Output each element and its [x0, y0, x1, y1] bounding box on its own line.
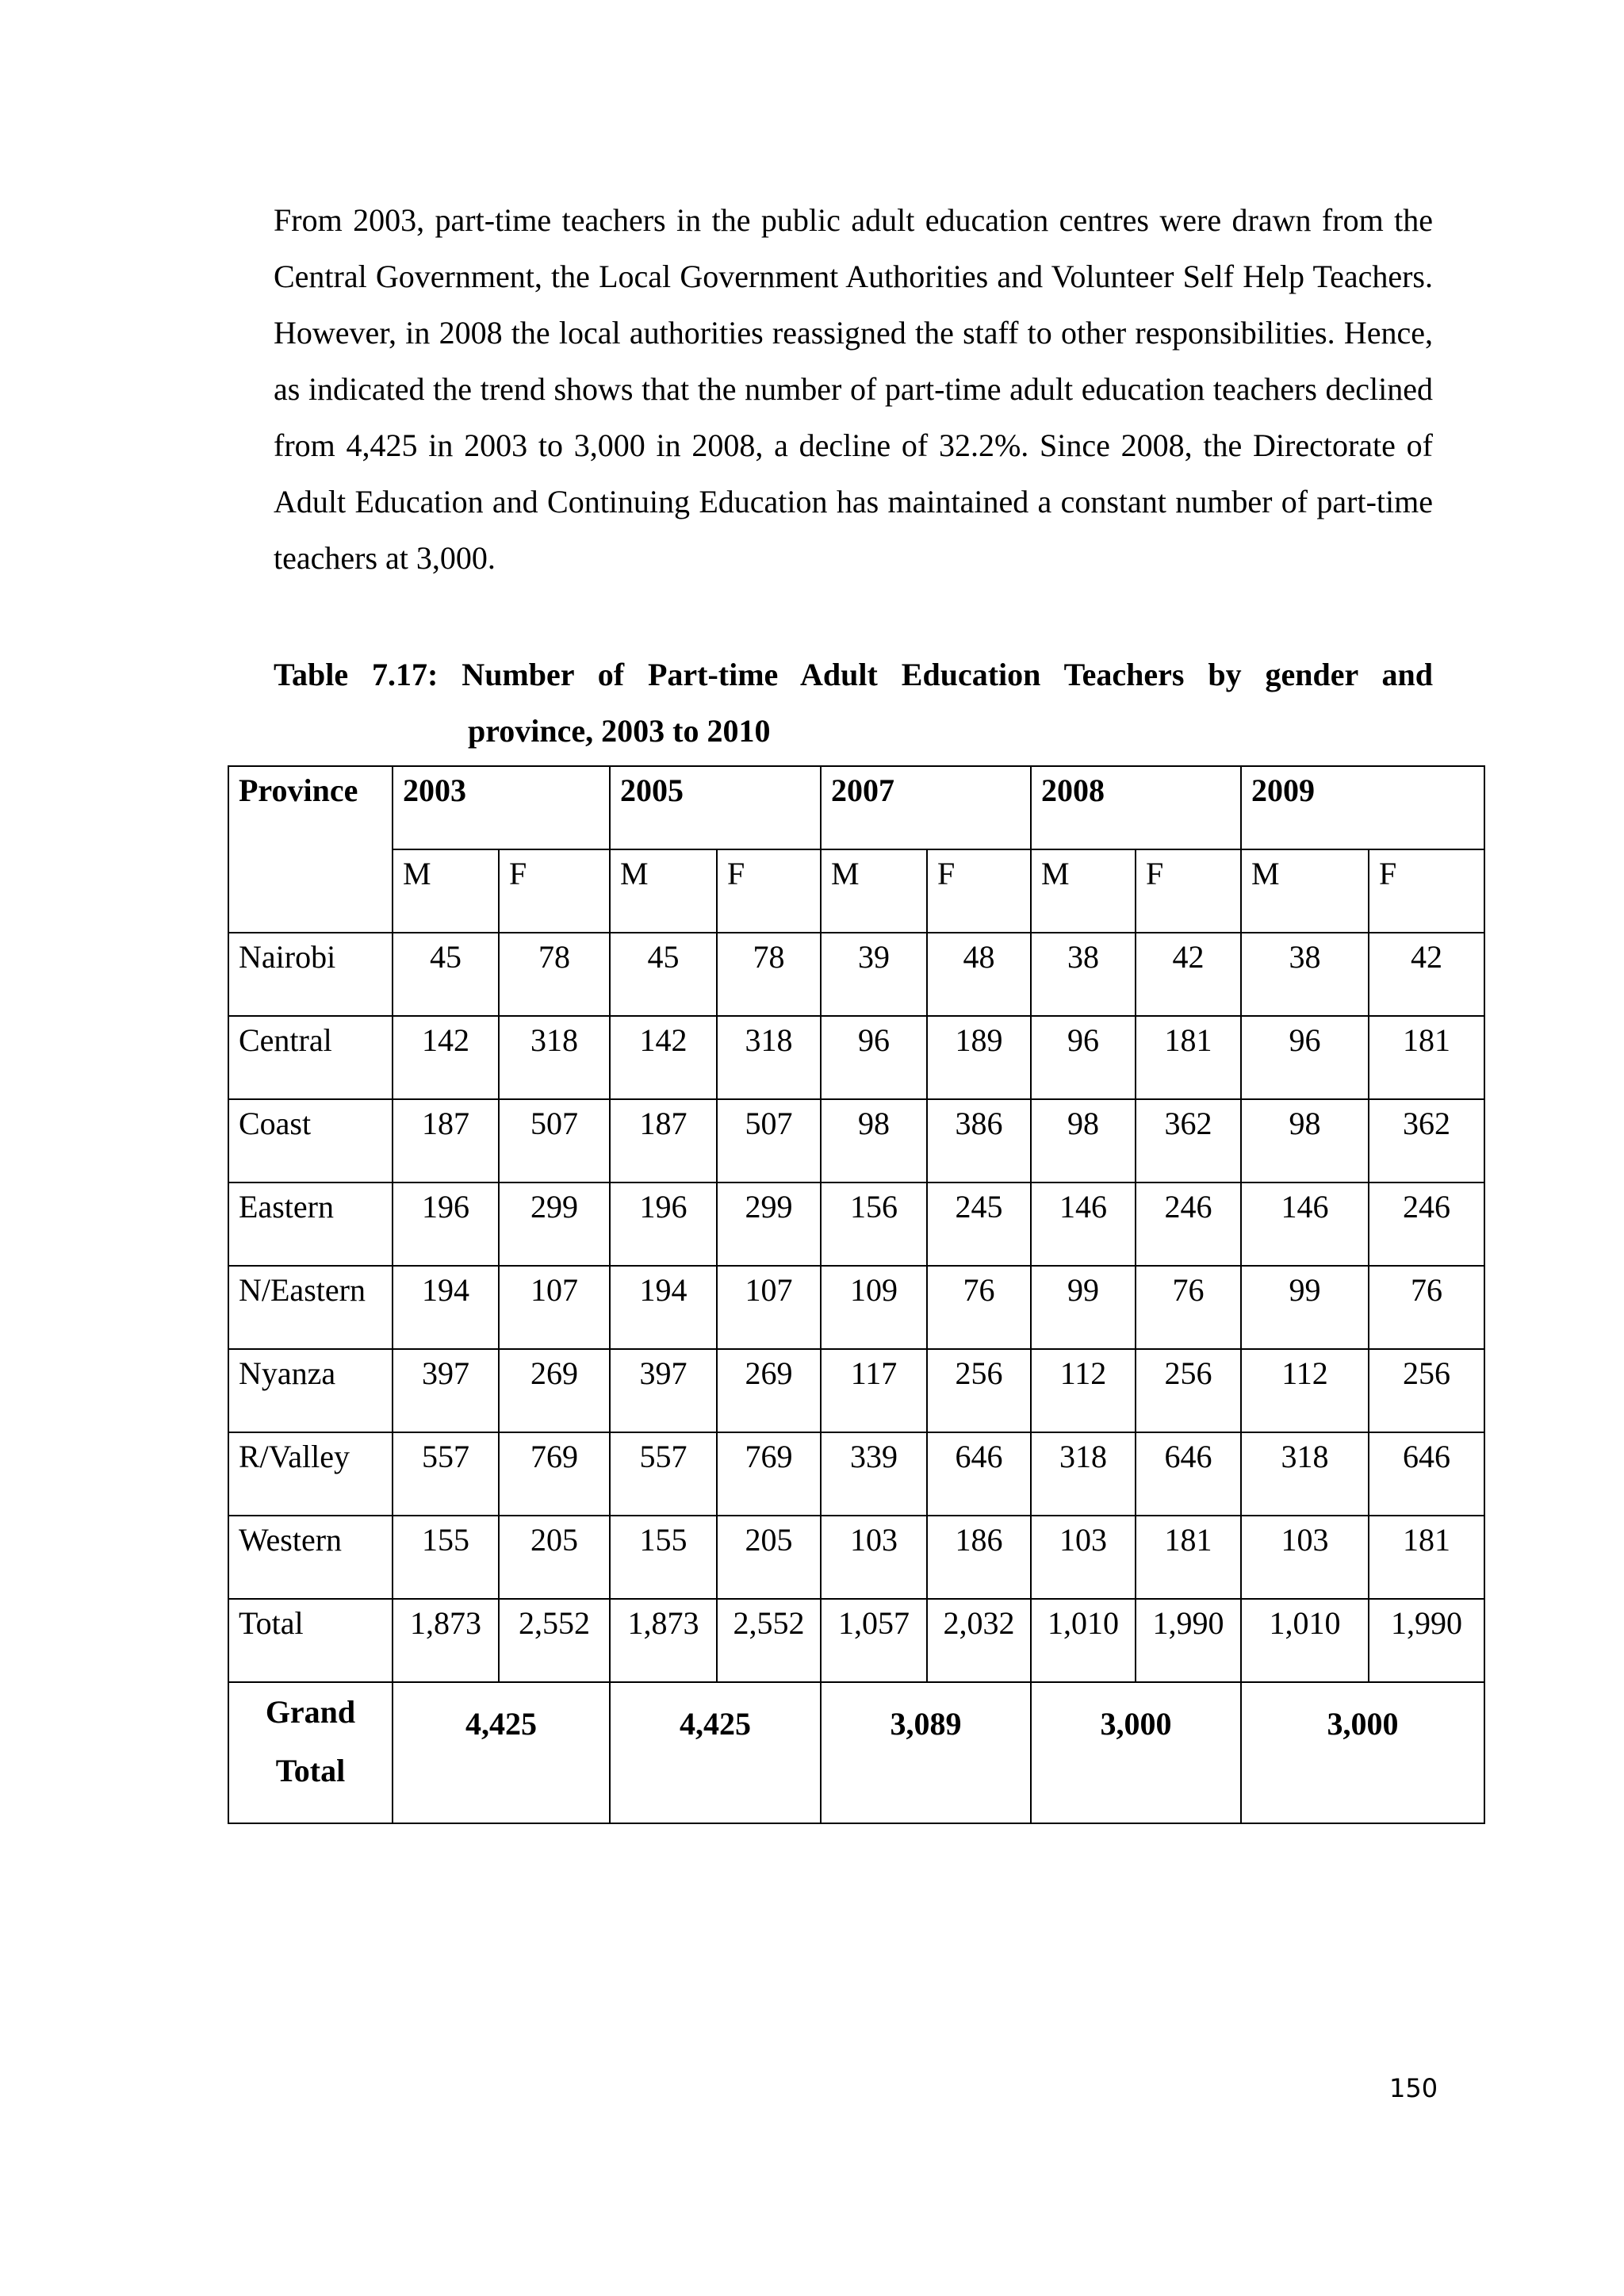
female-header: F [927, 849, 1031, 933]
value-cell: 103 [1031, 1516, 1136, 1599]
year-header: 2003 [393, 766, 610, 849]
grand-total-value: 3,000 [1241, 1682, 1484, 1823]
value-cell: 156 [821, 1182, 927, 1266]
male-header: M [1031, 849, 1136, 933]
value-cell: 1,990 [1369, 1599, 1484, 1682]
value-cell: 187 [610, 1099, 717, 1182]
value-cell: 103 [1241, 1516, 1369, 1599]
grand-total-value: 4,425 [610, 1682, 821, 1823]
province-cell: Western [228, 1516, 393, 1599]
value-cell: 98 [1031, 1099, 1136, 1182]
value-cell: 45 [610, 933, 717, 1016]
value-cell: 397 [393, 1349, 499, 1432]
value-cell: 194 [610, 1266, 717, 1349]
value-cell: 1,873 [610, 1599, 717, 1682]
province-cell: Coast [228, 1099, 393, 1182]
female-header: F [1369, 849, 1484, 933]
value-cell: 299 [499, 1182, 610, 1266]
value-cell: 76 [1369, 1266, 1484, 1349]
value-cell: 397 [610, 1349, 717, 1432]
year-header: 2007 [821, 766, 1031, 849]
table-caption-line-2: province, 2003 to 2010 [468, 713, 771, 749]
value-cell: 99 [1241, 1266, 1369, 1349]
grand-total-row [228, 1682, 1484, 1823]
value-cell: 1,873 [393, 1599, 499, 1682]
table-row [228, 1599, 1484, 1682]
page-number: 150 [1389, 2073, 1438, 2103]
value-cell: 45 [393, 933, 499, 1016]
year-header-row [228, 766, 1484, 849]
female-header: F [499, 849, 610, 933]
body-paragraph: From 2003, part-time teachers in the public adult education centres were drawn from the Central Government, the Local Government Authorities and Volunteer Self Help Teachers. However, in 2008 the local authorities reassigned the staff to other responsibilities. Hence, as indicated the trend shows that the number of part-time adult education teachers declined from 4,425 in 2003 to 3,000 in 2008, a decline of 32.2%. Since 2008, the Directorate of Adult Education and Continuing Education has maintained a constant number of part-time teachers at 3,000. [274, 202, 1433, 576]
value-cell: 99 [1031, 1266, 1136, 1349]
province-cell: Eastern [228, 1182, 393, 1266]
value-cell: 107 [717, 1266, 821, 1349]
value-cell: 386 [927, 1099, 1031, 1182]
value-cell: 2,552 [717, 1599, 821, 1682]
value-cell: 646 [1369, 1432, 1484, 1516]
table-row [228, 1182, 1484, 1266]
value-cell: 269 [717, 1349, 821, 1432]
value-cell: 96 [1031, 1016, 1136, 1099]
province-cell: Nairobi [228, 933, 393, 1016]
value-cell: 76 [927, 1266, 1031, 1349]
value-cell: 362 [1369, 1099, 1484, 1182]
value-cell: 187 [393, 1099, 499, 1182]
male-header: M [610, 849, 717, 933]
male-header: M [393, 849, 499, 933]
value-cell: 146 [1031, 1182, 1136, 1266]
value-cell: 142 [610, 1016, 717, 1099]
value-cell: 1,990 [1136, 1599, 1241, 1682]
value-cell: 98 [1241, 1099, 1369, 1182]
value-cell: 103 [821, 1516, 927, 1599]
value-cell: 42 [1369, 933, 1484, 1016]
province-cell: Nyanza [228, 1349, 393, 1432]
value-cell: 245 [927, 1182, 1031, 1266]
value-cell: 39 [821, 933, 927, 1016]
value-cell: 1,057 [821, 1599, 927, 1682]
value-cell: 318 [717, 1016, 821, 1099]
value-cell: 2,552 [499, 1599, 610, 1682]
gender-header-row [228, 849, 1484, 933]
value-cell: 1,010 [1241, 1599, 1369, 1682]
value-cell: 507 [717, 1099, 821, 1182]
value-cell: 269 [499, 1349, 610, 1432]
value-cell: 507 [499, 1099, 610, 1182]
table-row [228, 1016, 1484, 1099]
value-cell: 181 [1136, 1016, 1241, 1099]
value-cell: 362 [1136, 1099, 1241, 1182]
teachers-table [228, 765, 1485, 1824]
value-cell: 256 [927, 1349, 1031, 1432]
value-cell: 205 [717, 1516, 821, 1599]
value-cell: 769 [499, 1432, 610, 1516]
value-cell: 155 [393, 1516, 499, 1599]
year-header: 2009 [1241, 766, 1484, 849]
table-row [228, 933, 1484, 1016]
value-cell: 205 [499, 1516, 610, 1599]
female-header: F [1136, 849, 1241, 933]
value-cell: 186 [927, 1516, 1031, 1599]
value-cell: 299 [717, 1182, 821, 1266]
value-cell: 78 [499, 933, 610, 1016]
value-cell: 38 [1031, 933, 1136, 1016]
value-cell: 155 [610, 1516, 717, 1599]
value-cell: 1,010 [1031, 1599, 1136, 1682]
table-row [228, 1099, 1484, 1182]
value-cell: 318 [1031, 1432, 1136, 1516]
male-header: M [821, 849, 927, 933]
value-cell: 339 [821, 1432, 927, 1516]
value-cell: 107 [499, 1266, 610, 1349]
grand-total-label [228, 1682, 393, 1823]
value-cell: 246 [1136, 1182, 1241, 1266]
value-cell: 646 [927, 1432, 1031, 1516]
value-cell: 38 [1241, 933, 1369, 1016]
grand-total-value: 3,000 [1031, 1682, 1241, 1823]
table-caption-line-1: Table 7.17: Number of Part-time Adult Education Teachers by gender and [274, 657, 1433, 692]
table-row [228, 1349, 1484, 1432]
year-header: 2008 [1031, 766, 1241, 849]
value-cell: 557 [393, 1432, 499, 1516]
male-header: M [1241, 849, 1369, 933]
value-cell: 646 [1136, 1432, 1241, 1516]
value-cell: 181 [1369, 1516, 1484, 1599]
province-cell: R/Valley [228, 1432, 393, 1516]
table-row [228, 1516, 1484, 1599]
value-cell: 78 [717, 933, 821, 1016]
value-cell: 318 [499, 1016, 610, 1099]
value-cell: 2,032 [927, 1599, 1031, 1682]
value-cell: 318 [1241, 1432, 1369, 1516]
value-cell: 98 [821, 1099, 927, 1182]
table-caption [274, 646, 1433, 759]
value-cell: 112 [1241, 1349, 1369, 1432]
province-cell: Central [228, 1016, 393, 1099]
value-cell: 112 [1031, 1349, 1136, 1432]
grand-total-label-line-2: Total [275, 1753, 346, 1788]
value-cell: 557 [610, 1432, 717, 1516]
table-row [228, 1432, 1484, 1516]
value-cell: 189 [927, 1016, 1031, 1099]
value-cell: 196 [393, 1182, 499, 1266]
province-header: Province [228, 766, 393, 933]
value-cell: 117 [821, 1349, 927, 1432]
value-cell: 196 [610, 1182, 717, 1266]
value-cell: 181 [1369, 1016, 1484, 1099]
grand-total-value: 3,089 [821, 1682, 1031, 1823]
value-cell: 181 [1136, 1516, 1241, 1599]
female-header: F [717, 849, 821, 933]
value-cell: 256 [1369, 1349, 1484, 1432]
table-row [228, 1266, 1484, 1349]
province-cell: N/Eastern [228, 1266, 393, 1349]
value-cell: 42 [1136, 933, 1241, 1016]
value-cell: 769 [717, 1432, 821, 1516]
value-cell: 76 [1136, 1266, 1241, 1349]
grand-total-label-line-1: Grand [265, 1694, 356, 1730]
value-cell: 194 [393, 1266, 499, 1349]
value-cell: 256 [1136, 1349, 1241, 1432]
value-cell: 48 [927, 933, 1031, 1016]
value-cell: 96 [1241, 1016, 1369, 1099]
value-cell: 96 [821, 1016, 927, 1099]
grand-total-value: 4,425 [393, 1682, 610, 1823]
province-cell: Total [228, 1599, 393, 1682]
value-cell: 109 [821, 1266, 927, 1349]
value-cell: 142 [393, 1016, 499, 1099]
value-cell: 146 [1241, 1182, 1369, 1266]
year-header: 2005 [610, 766, 821, 849]
value-cell: 246 [1369, 1182, 1484, 1266]
